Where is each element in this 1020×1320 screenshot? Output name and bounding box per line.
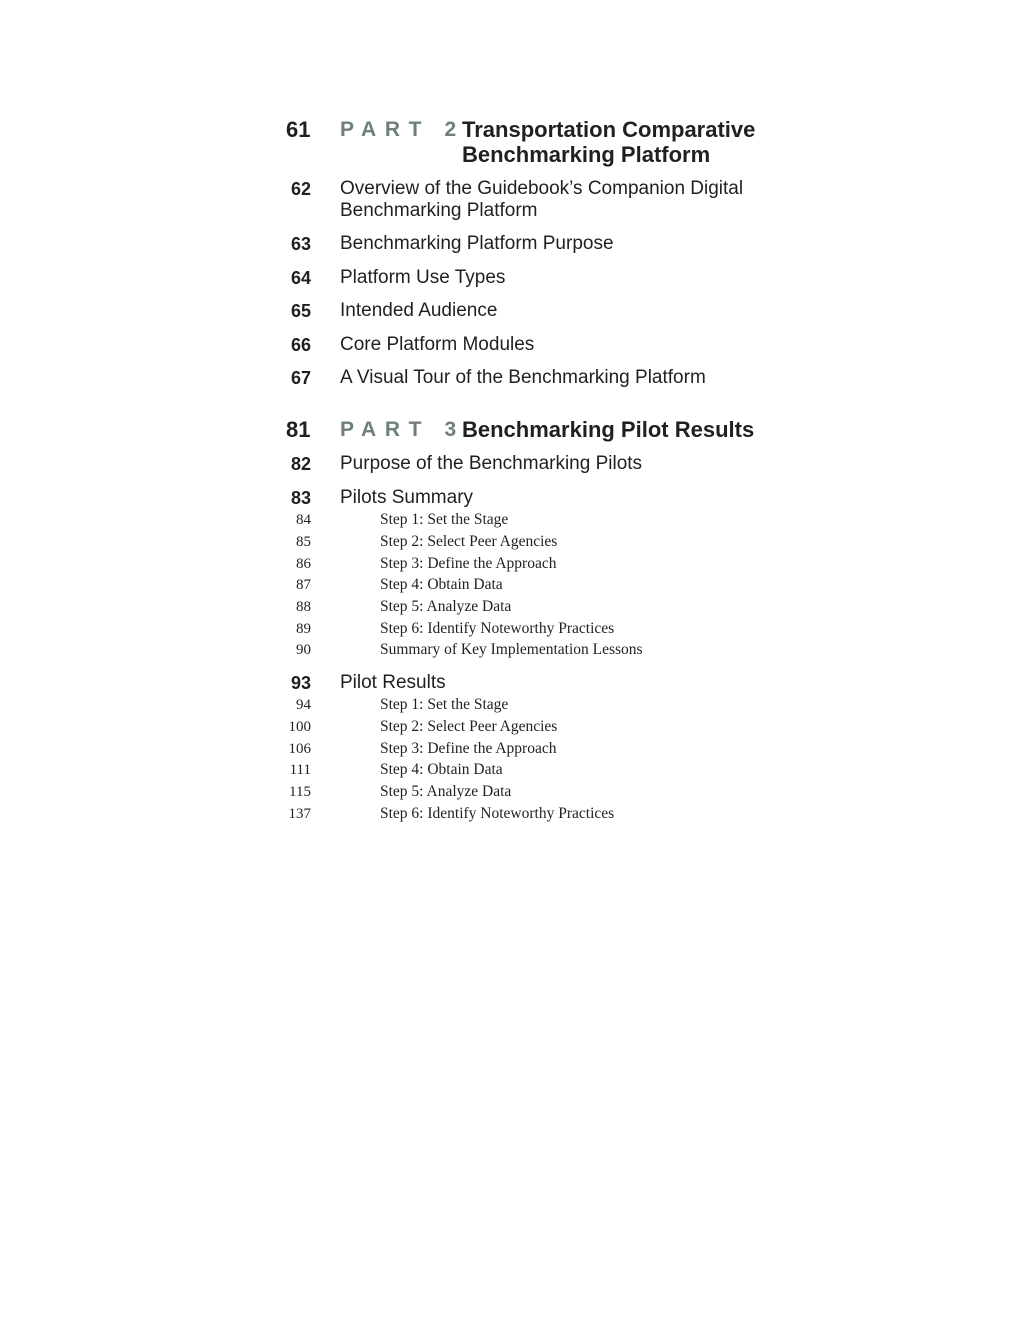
- entry-title: Pilot Results: [340, 672, 446, 693]
- subentry-title: Step 2: Select Peer Agencies: [380, 533, 558, 550]
- part-title: Transportation Comparative Benchmarking Platform: [462, 117, 756, 167]
- subentry-title: Step 5: Analyze Data: [380, 598, 512, 615]
- subentry-page-number: 84: [296, 512, 311, 528]
- entry-title: Benchmarking Platform Purpose: [340, 233, 614, 254]
- subentry-title: Step 6: Identify Noteworthy Practices: [380, 620, 615, 637]
- entry-title: Platform Use Types: [340, 267, 506, 288]
- entry-page-number: 67: [290, 368, 311, 388]
- subentry-page-number: 111: [289, 762, 311, 778]
- part-label: PART 2: [340, 118, 465, 141]
- entry-page-number: 93: [290, 673, 311, 693]
- subentry-title: Step 1: Set the Stage: [380, 511, 509, 528]
- entry-page-number: 63: [290, 234, 311, 254]
- entry-page-number: 66: [290, 335, 311, 355]
- entry-title: Purpose of the Benchmarking Pilots: [340, 453, 643, 474]
- subentry-page-number: 115: [289, 784, 311, 800]
- subentry-page-number: 137: [288, 806, 311, 822]
- subentry-page-number: 106: [288, 741, 311, 757]
- entry-page-number: 64: [290, 268, 311, 288]
- entry-page-number: 83: [290, 488, 311, 508]
- subentry-page-number: 89: [296, 621, 311, 637]
- subentry-title: Step 3: Define the Approach: [380, 740, 557, 757]
- subentry-page-number: 86: [296, 556, 311, 572]
- subentry-page-number: 87: [296, 577, 311, 593]
- subentry-title: Step 2: Select Peer Agencies: [380, 718, 558, 735]
- part-page-number: 81: [286, 417, 311, 442]
- subentry-title: Step 5: Analyze Data: [380, 783, 512, 800]
- subentry-page-number: 90: [296, 642, 311, 658]
- entry-title: A Visual Tour of the Benchmarking Platform: [340, 367, 706, 388]
- subentry-page-number: 88: [296, 599, 311, 615]
- subentry-page-number: 100: [288, 719, 311, 735]
- part-label: PART 3: [340, 418, 465, 441]
- entry-page-number: 65: [290, 301, 311, 321]
- subentry-title: Step 4: Obtain Data: [380, 576, 503, 593]
- subentry-page-number: 85: [296, 534, 311, 550]
- subentry-title: Step 1: Set the Stage: [380, 696, 509, 713]
- entry-title: Pilots Summary: [340, 487, 474, 508]
- subentry-page-number: 94: [296, 697, 311, 713]
- entry-title: Overview of the Guidebook’s Companion Digital Benchmarking Platform: [340, 178, 744, 221]
- part-title: Benchmarking Pilot Results: [462, 417, 755, 442]
- subentry-title: Summary of Key Implementation Lessons: [380, 641, 643, 658]
- entry-page-number: 62: [290, 179, 311, 199]
- subentry-title: Step 6: Identify Noteworthy Practices: [380, 805, 615, 822]
- subentry-title: Step 3: Define the Approach: [380, 555, 557, 572]
- entry-title: Core Platform Modules: [340, 334, 535, 355]
- subentry-title: Step 4: Obtain Data: [380, 761, 503, 778]
- part-page-number: 61: [286, 117, 311, 142]
- entry-page-number: 82: [290, 454, 311, 474]
- entry-title: Intended Audience: [340, 300, 498, 321]
